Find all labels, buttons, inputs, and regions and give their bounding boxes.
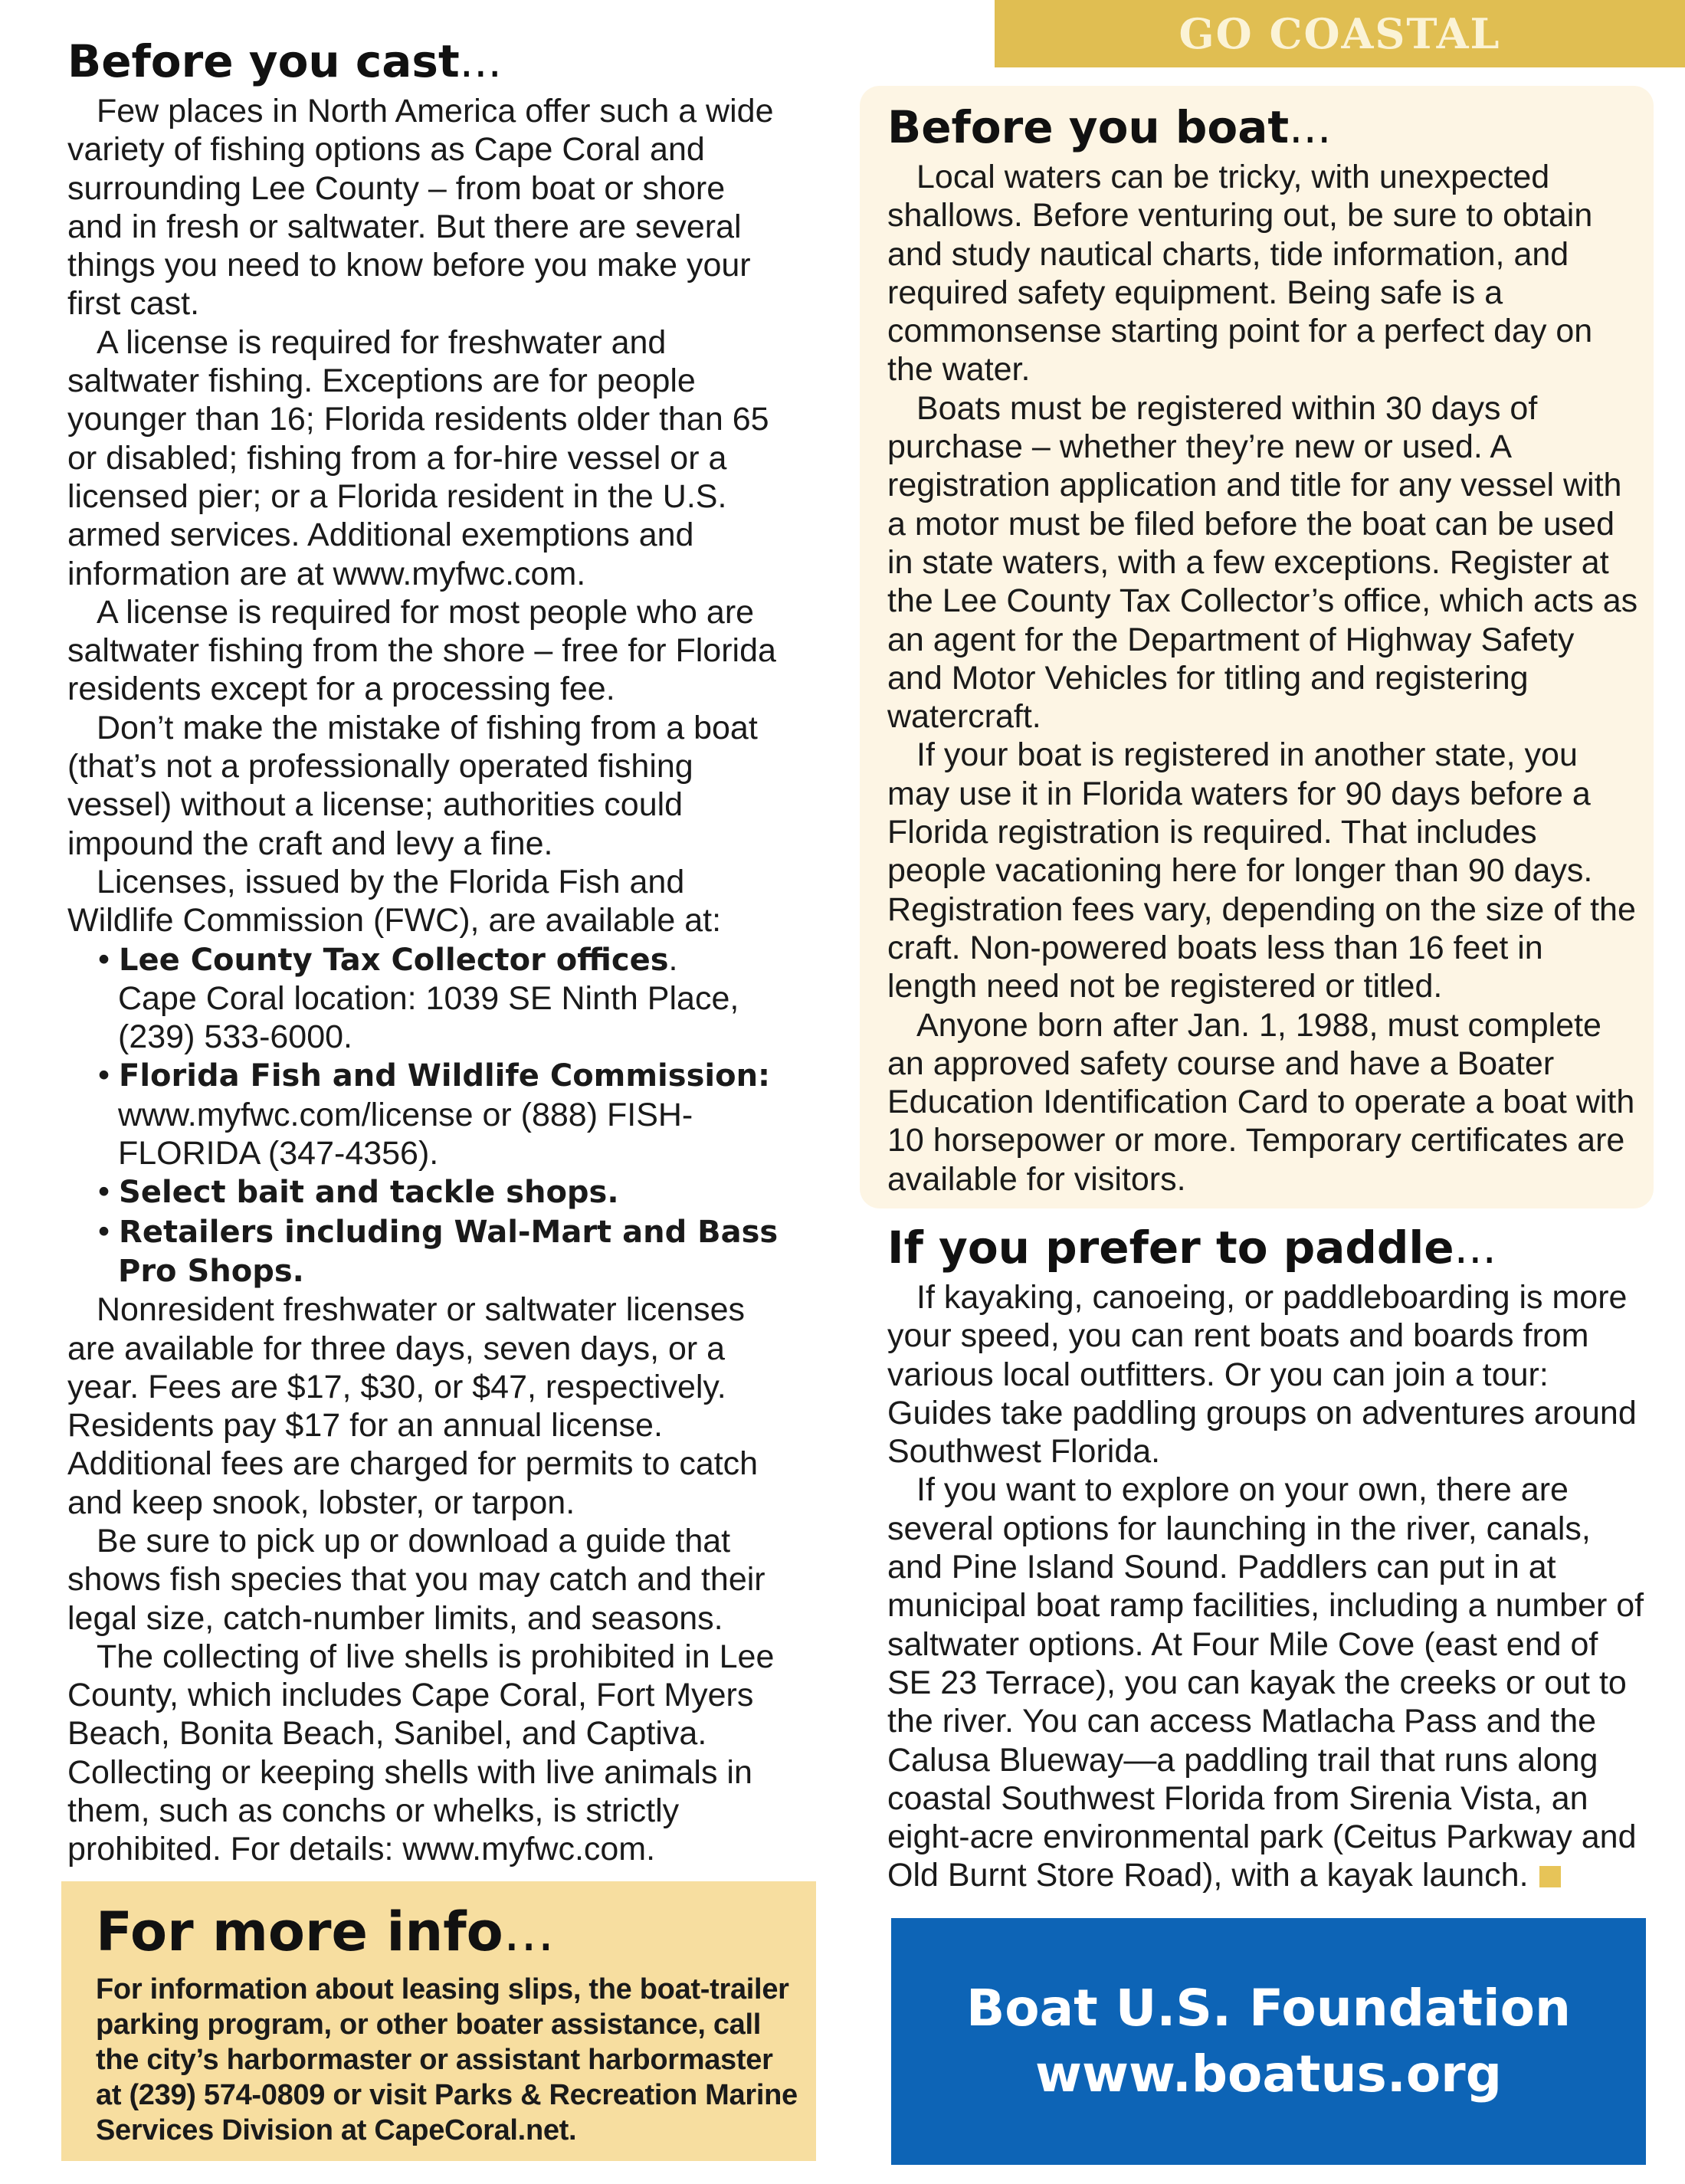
paddle-paragraph-2 (887, 1471, 1646, 1894)
cast-paragraph-6: Nonresident freshwater or saltwater licenses are available for three days, seven days, or a year. Fees are $17, $30, or $47, respectively. Residents pay $17 for an annual license. Additional fees are charged for permits to catch and keep snook, lobster, or tarpon. (67, 1291, 759, 1521)
before-you-boat-box (860, 86, 1654, 1208)
cast-paragraph-8: The collecting of live shells is prohibited in Lee County, which includes Cape Coral, Fort Myers Beach, Bonita Beach, Sanibel, and Captiva. Collecting or keeping shells with live animals in them, such as conchs or whelks, is strictly prohibited. For details: www.myfwc.com. (67, 1638, 775, 1868)
info-body: For information about leasing slips, the boat-trailer parking program, or other boater assistance, call the city’s harbormaster or assistant harbormaster at (239) 574-0809 or visit Parks & Recreation Marine Services Division at CapeCoral.net. (96, 1973, 798, 2146)
boat-heading-ellipsis: ... (1289, 101, 1332, 153)
cast-heading-text: Before you cast (67, 35, 460, 87)
vendor-name: Florida Fish and Wildlife Commission: (119, 1058, 771, 1094)
section-banner: GO COASTAL (995, 0, 1685, 67)
boat-paragraph-1: Local waters can be tricky, with unexpected shallows. Before venturing out, be sure to obtain and study nautical charts, tide information, and required safety equipment. Being safe is a commonsense starting point for a perfect day on the water. (887, 159, 1593, 389)
info-heading (96, 1897, 801, 1967)
more-info-box (61, 1881, 816, 2161)
cast-paragraph-7: Be sure to pick up or download a guide that shows fish species that you may catch and their legal size, catch-number limits, and seasons. (67, 1522, 765, 1637)
cast-heading (67, 31, 788, 92)
paddle-heading (887, 1217, 1646, 1278)
paddle-paragraph-1: If kayaking, canoeing, or paddleboarding is more your speed, you can rent boats and boards from various local outfitters. Or you can join a tour: Guides take paddling groups on adventures around Southwest Florida. (887, 1279, 1637, 1471)
cast-paragraph-4: Don’t make the mistake of fishing from a boat (that’s not a professionally operated fishing vessel) without a license; authorities could impound the craft and levy a fine. (67, 709, 758, 862)
cast-paragraph-2: A license is required for freshwater and saltwater fishing. Exceptions are for people younger than 16; Florida residents older than 65 or disabled; fishing from a for-hire vessel or a licensed pier; or a Florida resident in the U.S. armed services. Additional exemptions and information are at www.myfwc.com. (67, 323, 769, 592)
license-vendor-item: • Lee County Tax Collector offices. Cape Coral location: 1039 SE Ninth Place, (239) 533-6000. (98, 940, 788, 1057)
info-heading-text: For more info (96, 1900, 503, 1963)
boat-paragraph-4: Anyone born after Jan. 1, 1988, must complete an approved safety course and have a Boater Education Identification Card to operate a boat with 10 horsepower or more. Temporary certificates are available for visitors. (887, 1006, 1635, 1198)
vendor-name: Retailers including Wal-Mart and Bass Pro Shops. (118, 1214, 779, 1289)
cast-heading-ellipsis: ... (459, 35, 502, 87)
promo-title: Boat U.S. Foundation (966, 1979, 1571, 2038)
end-mark-icon (1539, 1866, 1561, 1887)
license-vendor-list (67, 940, 788, 1291)
boat-heading (887, 97, 1638, 158)
license-vendor-item: • Florida Fish and Wildlife Commission: www.myfwc.com/license or (888) FISH-FLORIDA (347-4356). (98, 1056, 788, 1172)
promo-url[interactable]: www.boatus.org (1035, 2045, 1502, 2104)
boat-paragraph-2: Boats must be registered within 30 days of purchase – whether they’re new or used. A registration application and title for any vessel with a motor must be filed before the boat can be used in state waters, with a few exceptions. Register at the Lee County Tax Collector’s office, which acts as an agent for the Department of Highway Safety and Motor Vehicles for titling and registering watercraft. (887, 389, 1638, 736)
license-vendor-item: • Select bait and tackle shops. (98, 1173, 619, 1211)
cast-paragraph-3: A license is required for most people who are saltwater fishing from the shore – free for Florida residents except for a processing fee. (67, 593, 776, 708)
cast-paragraph-1: Few places in North America offer such a wide variety of fishing options as Cape Coral and surrounding Lee County – from boat or shore and in fresh or saltwater. But there are several things you need to know before you make your first cast. (67, 93, 774, 323)
paddle-section (887, 1217, 1646, 1895)
vendor-name-punct: . (668, 940, 678, 978)
boat-heading-text: Before you boat (887, 101, 1290, 153)
vendor-name: Select bait and tackle shops. (119, 1175, 619, 1211)
paddle-paragraph-2-text: If you want to explore on your own, there are several options for launching in the river, canals, and Pine Island Sound. Paddlers can put in at municipal boat ramp facilities, including a number of saltwater options. At Four Mile Cove (east end of SE 23 Terrace), you can kayak the creeks or out to the river. You can access Matlacha Pass and the Calusa Blueway—a paddling trail that runs along coastal Southwest Florida from Sirenia Vista, an eight-acre environmental park (Ceitus Parkway and Old Burnt Store Road), with a kayak launch. (887, 1471, 1644, 1894)
vendor-detail: www.myfwc.com/license or (888) FISH-FLORIDA (347-4356). (118, 1096, 693, 1172)
cast-paragraph-5: Licenses, issued by the Florida Fish and Wildlife Commission (FWC), are available at: (67, 863, 722, 940)
paddle-heading-text: If you prefer to paddle (887, 1222, 1454, 1274)
vendor-name: Lee County Tax Collector offices (119, 942, 669, 978)
boat-paragraph-3: If your boat is registered in another state, you may use it in Florida waters for 90 days before a Florida registration is required. That includes people vacationing here for longer than 90 days. Registration fees vary, depending on the size of the craft. Non-powered boats less than 16 feet in length need not be registered or titled. (887, 736, 1636, 1005)
license-vendor-item: • Retailers including Wal-Mart and Bass Pro Shops. (98, 1212, 779, 1289)
before-you-cast-section (67, 31, 788, 1869)
paddle-heading-ellipsis: ... (1454, 1222, 1497, 1274)
boatus-promo-box (891, 1918, 1646, 2165)
vendor-detail: Cape Coral location: 1039 SE Ninth Place, (239) 533-6000. (118, 979, 739, 1056)
info-heading-ellipsis: ... (503, 1900, 555, 1963)
